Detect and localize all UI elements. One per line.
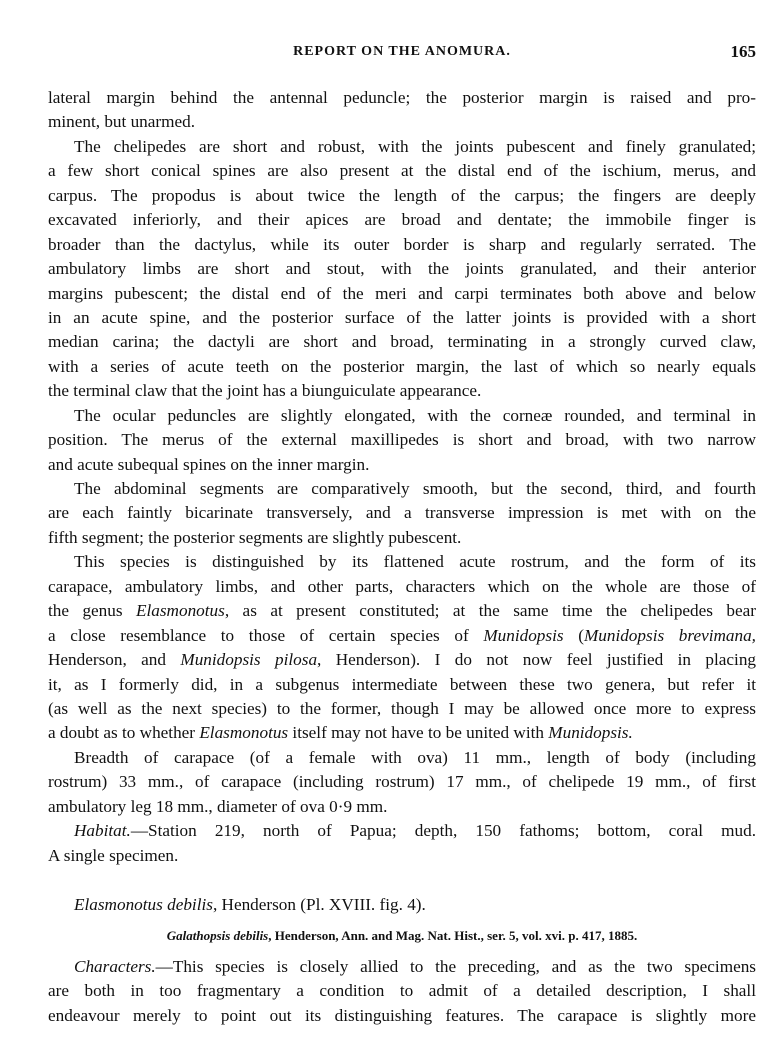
text-run: (as well as the next species) to the former, though I may be allowed once more to express [48, 698, 756, 718]
italic-text: Characters. [74, 957, 156, 976]
text-run: A single specimen. [48, 845, 179, 865]
text-line [48, 575, 756, 599]
text-line [48, 979, 756, 1003]
text-line [48, 135, 756, 159]
text-run: ( [563, 625, 584, 645]
text-line [48, 404, 756, 428]
text-run: , Henderson, Ann. and Mag. Nat. Hist., ser. 5, vol. xvi. p. 417, 1885. [268, 928, 638, 943]
text-line [48, 453, 756, 477]
text-line [48, 955, 756, 979]
text-run: it, as I formerly did, in a subgenus intermediate between these two genera, but refer it [48, 674, 756, 694]
italic-text: Elasmonotus [199, 723, 289, 743]
text-run: broader than the dactylus, while its outer border is sharp and regularly serrated. The [48, 234, 756, 254]
text-line [48, 428, 756, 452]
text-line [48, 844, 756, 868]
text-run: —Station 219, north of Papua; depth, 150 fathoms; bottom, coral mud. [130, 821, 756, 841]
text-line [48, 355, 756, 379]
text-run: carapace, ambulatory limbs, and other parts, characters which on the whole are those of [48, 576, 756, 596]
italic-text: Munidopsis. [548, 723, 633, 743]
text-line [48, 159, 756, 183]
text-run: and acute subequal spines on the inner margin. [48, 454, 370, 474]
text-line [48, 208, 756, 232]
italic-text: Habitat. [74, 821, 131, 841]
text-run: ambulatory limbs are short and stout, with the joints granulated, and their anterior [48, 259, 756, 279]
text-line [48, 673, 756, 697]
italic-text: Galathopsis debilis [166, 928, 269, 943]
text-line [48, 184, 756, 208]
text-line [48, 599, 756, 623]
text-run: a doubt as to whether [48, 723, 200, 743]
text-run: position. The merus of the external maxillipedes is short and broad, with two narrow [48, 430, 756, 450]
synonymy-line [48, 921, 756, 955]
text-line [48, 257, 756, 281]
text-line [48, 526, 756, 550]
text-run: with a series of acute teeth on the posterior margin, the last of which so nearly equals [48, 356, 756, 376]
text-run: a few short conical spines are also present at the distal end of the ischium, merus, and [48, 161, 756, 181]
italic-text: Munidopsis pilosa [180, 650, 318, 670]
text-run: in an acute spine, and the posterior surface of the latter joints is provided with a short [48, 307, 756, 327]
text-run: median carina; the dactyli are short and broad, terminating in a strongly curved claw, [48, 332, 756, 352]
text-line [48, 746, 756, 770]
running-title: REPORT ON THE ANOMURA. [293, 44, 511, 59]
text-run: excavated inferiorly, and their apices are broad and dentate; the immobile finger is [48, 210, 756, 230]
text-line [48, 330, 756, 354]
text-run: carpus. The propodus is about twice the length of the carpus; the fingers are deeply [48, 185, 756, 205]
text-line [48, 795, 756, 819]
text-run: , as at present constituted; at the same time the chelipedes bear [224, 601, 756, 621]
body-text [48, 86, 756, 1028]
italic-text: Munidopsis brevimana, [583, 625, 756, 645]
text-line [48, 110, 756, 134]
text-line [48, 819, 756, 843]
text-run: itself may not have to be united with [288, 723, 549, 743]
text-run: endeavour merely to point out its distinguishing features. The carapace is slightly more [48, 1005, 756, 1025]
text-line [48, 379, 756, 403]
text-line [48, 1004, 756, 1028]
text-run: The chelipedes are short and robust, with the joints pubescent and finely granulated; [74, 136, 756, 156]
text-run: ambulatory leg 18 mm., diameter of ova 0·9 mm. [48, 796, 388, 816]
text-run: The abdominal segments are comparatively smooth, but the second, third, and fourth [74, 479, 756, 498]
text-run: fifth segment; the posterior segments are slightly pubescent. [48, 527, 462, 547]
text-line [48, 697, 756, 721]
text-run: Henderson, and [48, 650, 181, 670]
text-line [48, 648, 756, 672]
text-line [48, 501, 756, 525]
italic-text: Munidopsis [483, 625, 564, 645]
text-line [48, 770, 756, 794]
text-run: minent, but unarmed. [48, 112, 196, 132]
text-run: , Henderson (Pl. XVIII. fig. 4). [212, 895, 426, 914]
running-header [48, 44, 756, 66]
text-run: the genus [48, 601, 136, 621]
text-run: lateral margin behind the antennal peduncle; the posterior margin is raised and pro- [48, 88, 756, 107]
text-run: —This species is closely allied to the preceding, and as the two specimens [155, 957, 756, 976]
italic-text: Elasmonotus [136, 601, 225, 621]
text-run: rostrum) 33 mm., of carapace (including rostrum) 17 mm., of chelipede 19 mm., of first [48, 772, 756, 792]
page-number: 165 [730, 42, 756, 61]
text-line [48, 550, 756, 574]
text-run: are each faintly bicarinate transversely, and a transverse impression is met with on the [48, 503, 756, 523]
text-run: margins pubescent; the distal end of the meri and carpi terminates both above and below [48, 283, 756, 303]
italic-text: Elasmonotus debilis [74, 895, 213, 914]
text-run: This species is distinguished by its flattened acute rostrum, and the form of its [74, 552, 756, 572]
text-run: are both in too fragmentary a condition to admit of a detailed description, I shall [48, 981, 756, 1001]
text-run: the terminal claw that the joint has a biunguiculate appearance. [48, 381, 482, 401]
text-line [48, 721, 756, 745]
text-line [48, 233, 756, 257]
text-line [48, 282, 756, 306]
text-line [48, 86, 756, 110]
species-heading [48, 893, 756, 921]
text-line [48, 624, 756, 648]
text-line [48, 477, 756, 501]
text-line [48, 306, 756, 330]
text-run: a close resemblance to those of certain species of [48, 625, 484, 645]
text-run: , Henderson). I do not now feel justified in placing [317, 650, 757, 670]
text-run: The ocular peduncles are slightly elongated, with the corneæ rounded, and terminal in [74, 405, 756, 425]
text-run: Breadth of carapace (of a female with ova) 11 mm., length of body (including [74, 747, 756, 767]
